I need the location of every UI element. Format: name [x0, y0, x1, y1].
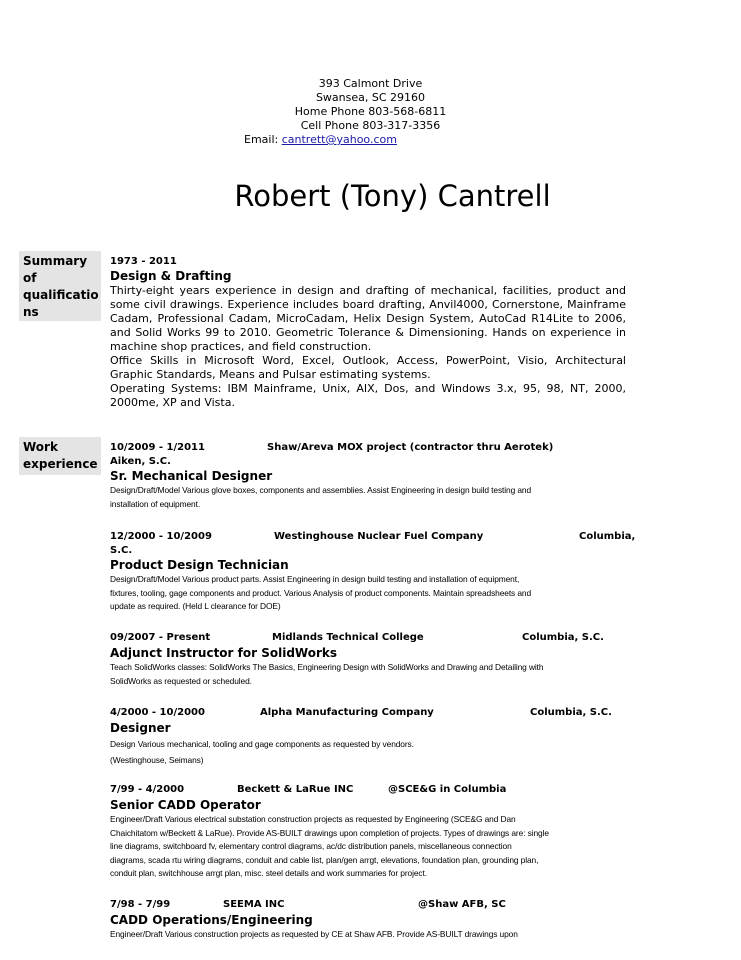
job-title: Designer: [110, 721, 171, 735]
job-header: [110, 631, 640, 645]
summary-heading: Design & Drafting: [110, 269, 232, 283]
job-desc-line: Design/Draft/Model Various glove boxes, components and assemblies. Assist Engineering in design build testing and: [110, 485, 532, 495]
job-desc-line: (Westinghouse, Seimans): [110, 755, 204, 765]
job-employer: Alpha Manufacturing Company: [260, 707, 434, 718]
job-location: Columbia,: [579, 531, 636, 542]
job-title: Product Design Technician: [110, 558, 289, 572]
job-employer: Beckett & LaRue INC: [237, 784, 354, 795]
job-location: Columbia, S.C.: [522, 632, 604, 643]
job-employer: Shaw/Areva MOX project (contractor thru Aerotek): [267, 442, 554, 453]
job-desc-line: diagrams, scada rtu wiring diagrams, conduit and cable list, plan/gen arrgt, elevations, foundation plan, grounding plan,: [110, 854, 539, 865]
job-location: @SCE&G in Columbia: [388, 784, 507, 795]
cell-phone: Cell Phone 803-317-3356: [300, 119, 441, 132]
job-entry: [110, 441, 640, 511]
job-employer: Westinghouse Nuclear Fuel Company: [274, 531, 484, 542]
job-header: [110, 783, 640, 797]
job-title: Sr. Mechanical Designer: [110, 469, 273, 483]
street-address: 393 Calmont Drive: [318, 77, 423, 90]
job-desc-line: fixtures, tooling, gage components and product. Various Analysis of product components. Maintain spreadsheets and: [110, 587, 532, 598]
job-entry: [110, 783, 640, 881]
job-description: [110, 573, 640, 614]
job-entry: [110, 898, 640, 942]
job-dates: 4/2000 - 10/2000: [110, 707, 205, 718]
contact-address: [0, 77, 741, 133]
summary-office-skills-text: Office Skills in Microsoft Word, Excel, Outlook, Access, PowerPoint, Visio, Architectural Graphic Standards, Means and Pulsar estimating systems.: [110, 354, 626, 381]
job-title: Adjunct Instructor for SolidWorks: [110, 646, 337, 660]
resume-name: Robert (Tony) Cantrell: [234, 179, 551, 213]
work-label: Work experience: [19, 437, 101, 475]
job-desc-line: Design/Draft/Model Various product parts. Assist Engineering in design build testing and installation of equipment,: [110, 574, 520, 584]
summary-experience-text: Thirty-eight years experience in design and drafting of mechanical, facilities, product and some civil drawings. Experience includes board drafting, Anvil4000, Cornerstone, Mainframe Cadam, Professional Cadam, MicroCadam, Helix Design System, AutoCad R14Lite to 2006, and Solid Works 99 to 2010. Geometric Tolerance & Dimensioning. Hands on experience in machine shop practices, and field construction.: [110, 284, 626, 353]
job-description: [110, 813, 640, 881]
summary-years: 1973 - 2011: [110, 256, 177, 267]
city-state-zip: Swansea, SC 29160: [315, 91, 426, 104]
job-dates: 09/2007 - Present: [110, 632, 211, 643]
home-phone: Home Phone 803-568-6811: [294, 105, 447, 118]
job-location: Columbia, S.C.: [530, 707, 612, 718]
job-dates: 10/2009 - 1/2011: [110, 442, 205, 453]
email-line: [244, 133, 397, 147]
email-label: Email:: [244, 133, 279, 146]
job-description: [110, 736, 640, 768]
job-location: @Shaw AFB, SC: [418, 899, 506, 910]
job-desc-line: Chaichitatom w/Beckett & LaRue). Provide AS-BUILT drawings upon completion of projects. Types of drawings are: single: [110, 827, 549, 838]
job-dates: 12/2000 - 10/2009: [110, 531, 212, 542]
job-dates: 7/99 - 4/2000: [110, 784, 185, 795]
job-description: [110, 661, 640, 688]
job-desc-line: Engineer/Draft Various construction projects as requested by CE at Shaw AFB. Provide AS-BUILT drawings upon: [110, 929, 518, 939]
job-entry: [110, 530, 640, 614]
job-description: [110, 928, 640, 942]
summary-label: Summary of qualificatio ns: [19, 251, 101, 321]
job-entry: [110, 706, 640, 768]
job-desc-line: SolidWorks as requested or scheduled.: [110, 675, 252, 686]
job-desc-line: Design Various mechanical, tooling and gage components as requested by vendors.: [110, 739, 414, 749]
job-title: Senior CADD Operator: [110, 798, 261, 812]
job-desc-line: line diagrams, switchboard fv, elementary control diagrams, ac/dc distribution panels, miscellaneous connection: [110, 841, 512, 851]
job-desc-line: installation of equipment.: [110, 498, 201, 509]
job-employer: Midlands Technical College: [272, 632, 424, 643]
summary-os-text: Operating Systems: IBM Mainframe, Unix, AIX, Dos, and Windows 3.x, 95, 98, NT, 2000, 2000me, XP and Vista.: [110, 382, 626, 409]
job-description: [110, 484, 640, 511]
job-desc-line: update as required. (Held L clearance for DOE): [110, 601, 281, 611]
job-location-line: Aiken, S.C.: [110, 456, 171, 467]
job-header: [110, 898, 640, 912]
email-link[interactable]: cantrett@yahoo.com: [281, 133, 397, 146]
job-dates: 7/98 - 7/99: [110, 899, 171, 910]
job-desc-line: conduit plan, switchhouse arrgt plan, misc. steel details and work summaries for project.: [110, 868, 427, 878]
job-employer: SEEMA INC: [223, 899, 285, 910]
job-entry: [110, 631, 640, 688]
job-desc-line: Engineer/Draft Various electrical substation construction projects as requested by Engineering (SCE&G and Dan: [110, 814, 516, 824]
summary-section: [110, 255, 626, 410]
job-header: [110, 530, 640, 544]
job-header: [110, 706, 640, 720]
job-title: CADD Operations/Engineering: [110, 913, 313, 927]
job-desc-line: Teach SolidWorks classes: SolidWorks The Basics, Engineering Design with SolidWorks and Drawing and Detailing with: [110, 662, 544, 672]
job-location-line: S.C.: [110, 545, 133, 556]
job-header: [110, 441, 640, 455]
